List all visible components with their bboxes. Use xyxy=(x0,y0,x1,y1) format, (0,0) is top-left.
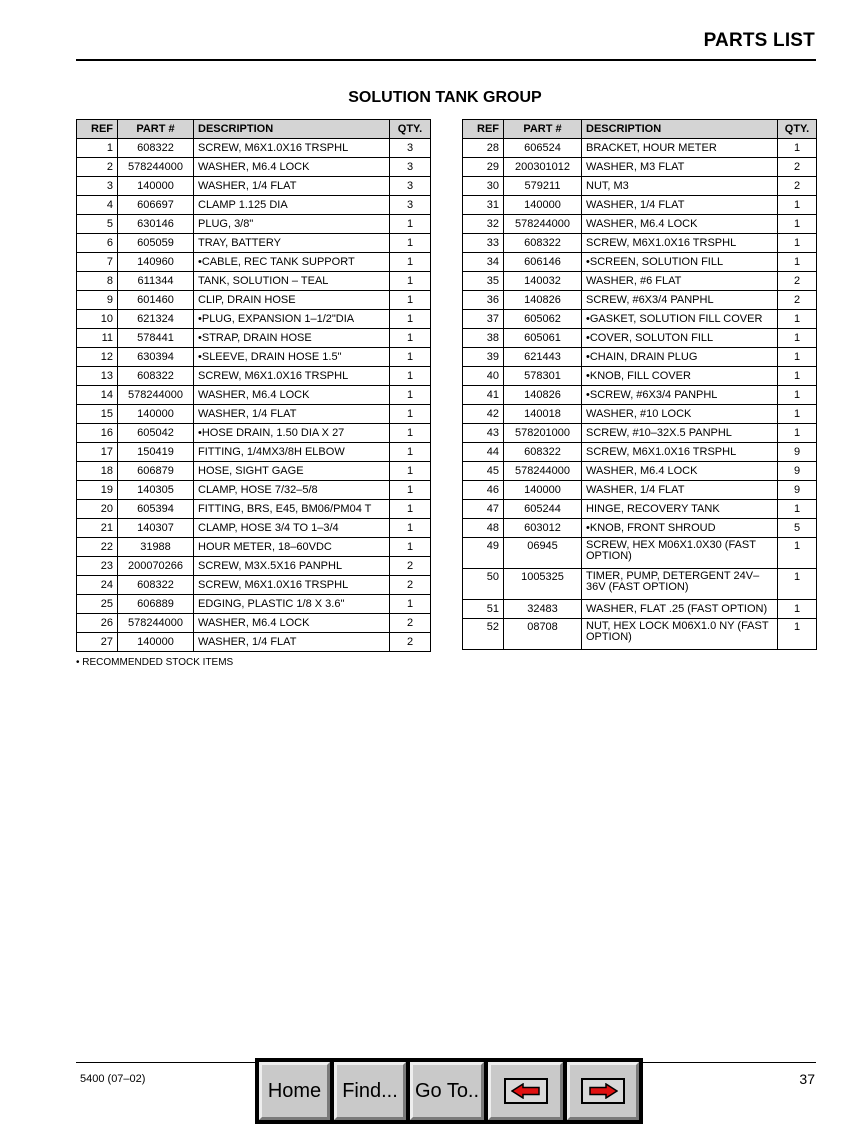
table-row xyxy=(463,569,817,600)
cell-description: •KNOB, FRONT SHROUD xyxy=(582,519,778,538)
cell-qty: 1 xyxy=(390,519,431,538)
cell-qty: 1 xyxy=(390,234,431,253)
cell-qty: 1 xyxy=(778,405,817,424)
cell-part-number: 621443 xyxy=(504,348,582,367)
cell-description: SCREW, M6X1.0X16 TRSPHL xyxy=(582,443,778,462)
table-row xyxy=(463,424,817,443)
table-row xyxy=(77,386,431,405)
table-row xyxy=(77,576,431,595)
cell-qty: 3 xyxy=(390,196,431,215)
cell-part-number: 1005325 xyxy=(504,569,582,600)
table-row xyxy=(463,481,817,500)
cell-ref: 26 xyxy=(77,614,118,633)
cell-ref: 14 xyxy=(77,386,118,405)
cell-ref: 15 xyxy=(77,405,118,424)
cell-qty: 1 xyxy=(390,481,431,500)
table-row xyxy=(463,291,817,310)
cell-qty: 1 xyxy=(778,310,817,329)
table-row xyxy=(77,310,431,329)
cell-ref: 41 xyxy=(463,386,504,405)
cell-part-number: 140826 xyxy=(504,291,582,310)
cell-description: WASHER, M3 FLAT xyxy=(582,158,778,177)
table-row xyxy=(77,481,431,500)
page-number: 37 xyxy=(799,1071,815,1087)
cell-qty: 2 xyxy=(778,177,817,196)
table-row xyxy=(463,348,817,367)
cell-part-number: 32483 xyxy=(504,600,582,619)
cell-part-number: 140000 xyxy=(118,405,194,424)
cell-description: FITTING, 1/4MX3/8H ELBOW xyxy=(194,443,390,462)
cell-ref: 4 xyxy=(77,196,118,215)
cell-qty: 9 xyxy=(778,443,817,462)
cell-part-number: 605061 xyxy=(504,329,582,348)
table-row xyxy=(77,348,431,367)
cell-ref: 34 xyxy=(463,253,504,272)
table-header-row xyxy=(463,120,817,139)
cell-description: •SCREW, #6X3/4 PANPHL xyxy=(582,386,778,405)
table-row xyxy=(77,633,431,652)
cell-ref: 18 xyxy=(77,462,118,481)
table-row xyxy=(463,158,817,177)
cell-description: PLUG, 3/8" xyxy=(194,215,390,234)
cell-part-number: 605062 xyxy=(504,310,582,329)
cell-ref: 8 xyxy=(77,272,118,291)
table-row xyxy=(463,234,817,253)
cell-qty: 1 xyxy=(778,329,817,348)
cell-qty: 3 xyxy=(390,177,431,196)
cell-description: SCREW, M6X1.0X16 TRSPHL xyxy=(194,367,390,386)
col-header-ref: REF xyxy=(77,120,118,139)
table-row xyxy=(463,253,817,272)
col-header-qty: QTY. xyxy=(390,120,431,139)
cell-part-number: 608322 xyxy=(118,367,194,386)
col-header-part: PART # xyxy=(504,120,582,139)
cell-part-number: 140000 xyxy=(504,481,582,500)
cell-qty: 2 xyxy=(778,158,817,177)
cell-part-number: 140000 xyxy=(118,633,194,652)
goto-button[interactable]: Go To.. xyxy=(410,1062,484,1120)
cell-description: •COVER, SOLUTON FILL xyxy=(582,329,778,348)
table-row xyxy=(77,291,431,310)
cell-part-number: 608322 xyxy=(118,139,194,158)
cell-ref: 1 xyxy=(77,139,118,158)
table-row xyxy=(77,538,431,557)
cell-description: •SLEEVE, DRAIN HOSE 1.5" xyxy=(194,348,390,367)
table-row xyxy=(77,272,431,291)
cell-part-number: 579211 xyxy=(504,177,582,196)
cell-description: CLAMP 1.125 DIA xyxy=(194,196,390,215)
table-row xyxy=(77,595,431,614)
cell-qty: 2 xyxy=(390,633,431,652)
cell-qty: 3 xyxy=(390,139,431,158)
cell-qty: 1 xyxy=(390,215,431,234)
cell-part-number: 630146 xyxy=(118,215,194,234)
doc-code: 5400 (07–02) xyxy=(80,1073,146,1085)
cell-ref: 6 xyxy=(77,234,118,253)
table-row xyxy=(77,215,431,234)
cell-description: SCREW, M3X.5X16 PANPHL xyxy=(194,557,390,576)
cell-ref: 35 xyxy=(463,272,504,291)
cell-qty: 1 xyxy=(390,462,431,481)
cell-ref: 36 xyxy=(463,291,504,310)
cell-description: •SCREEN, SOLUTION FILL xyxy=(582,253,778,272)
cell-part-number: 578201000 xyxy=(504,424,582,443)
col-header-part: PART # xyxy=(118,120,194,139)
cell-part-number: 621324 xyxy=(118,310,194,329)
previous-page-button[interactable] xyxy=(488,1062,563,1120)
cell-part-number: 140000 xyxy=(118,177,194,196)
cell-part-number: 140960 xyxy=(118,253,194,272)
cell-part-number: 578441 xyxy=(118,329,194,348)
cell-qty: 1 xyxy=(778,500,817,519)
table-row xyxy=(463,215,817,234)
cell-part-number: 603012 xyxy=(504,519,582,538)
cell-qty: 1 xyxy=(390,386,431,405)
cell-qty: 1 xyxy=(778,386,817,405)
cell-description: •STRAP, DRAIN HOSE xyxy=(194,329,390,348)
cell-part-number: 140307 xyxy=(118,519,194,538)
cell-part-number: 606524 xyxy=(504,139,582,158)
cell-part-number: 606697 xyxy=(118,196,194,215)
cell-ref: 37 xyxy=(463,310,504,329)
cell-qty: 9 xyxy=(778,481,817,500)
cell-part-number: 578244000 xyxy=(118,158,194,177)
cell-ref: 42 xyxy=(463,405,504,424)
right-arrow-icon xyxy=(581,1078,625,1104)
cell-description: SCREW, #6X3/4 PANPHL xyxy=(582,291,778,310)
table-row xyxy=(77,329,431,348)
table-row xyxy=(463,519,817,538)
parts-table-left-body xyxy=(77,139,431,652)
cell-description: •CABLE, REC TANK SUPPORT xyxy=(194,253,390,272)
col-header-description: DESCRIPTION xyxy=(582,120,778,139)
table-row xyxy=(463,367,817,386)
cell-description: •PLUG, EXPANSION 1–1/2"DIA xyxy=(194,310,390,329)
cell-description: FITTING, BRS, E45, BM06/PM04 T xyxy=(194,500,390,519)
parts-table-left xyxy=(76,119,431,652)
footnote: • RECOMMENDED STOCK ITEMS xyxy=(76,657,234,668)
cell-description: CLAMP, HOSE 7/32–5/8 xyxy=(194,481,390,500)
parts-table-right xyxy=(462,119,817,650)
cell-description: SCREW, M6X1.0X16 TRSPHL xyxy=(194,576,390,595)
cell-qty: 2 xyxy=(390,576,431,595)
cell-qty: 1 xyxy=(778,538,817,569)
cell-ref: 10 xyxy=(77,310,118,329)
cell-qty: 1 xyxy=(390,310,431,329)
cell-qty: 2 xyxy=(778,272,817,291)
right-arrow-glyph xyxy=(588,1083,618,1099)
cell-description: WASHER, 1/4 FLAT xyxy=(582,196,778,215)
cell-qty: 1 xyxy=(390,424,431,443)
cell-part-number: 611344 xyxy=(118,272,194,291)
cell-ref: 12 xyxy=(77,348,118,367)
cell-ref: 45 xyxy=(463,462,504,481)
cell-ref: 3 xyxy=(77,177,118,196)
table-row xyxy=(77,557,431,576)
cell-part-number: 608322 xyxy=(504,443,582,462)
table-row xyxy=(463,139,817,158)
cell-description: WASHER, M6.4 LOCK xyxy=(194,386,390,405)
cell-qty: 1 xyxy=(778,569,817,600)
table-row xyxy=(77,443,431,462)
cell-ref: 40 xyxy=(463,367,504,386)
cell-ref: 23 xyxy=(77,557,118,576)
cell-ref: 25 xyxy=(77,595,118,614)
table-row xyxy=(77,196,431,215)
table-row xyxy=(77,177,431,196)
table-row xyxy=(77,253,431,272)
cell-part-number: 608322 xyxy=(118,576,194,595)
cell-ref: 27 xyxy=(77,633,118,652)
col-header-ref: REF xyxy=(463,120,504,139)
cell-ref: 29 xyxy=(463,158,504,177)
table-row xyxy=(77,424,431,443)
cell-qty: 2 xyxy=(390,557,431,576)
table-row xyxy=(463,310,817,329)
cell-qty: 1 xyxy=(778,600,817,619)
cell-qty: 2 xyxy=(778,291,817,310)
cell-part-number: 08708 xyxy=(504,619,582,650)
table-row xyxy=(77,614,431,633)
table-row xyxy=(463,443,817,462)
cell-qty: 1 xyxy=(390,272,431,291)
table-row xyxy=(463,405,817,424)
cell-qty: 3 xyxy=(390,158,431,177)
cell-qty: 1 xyxy=(778,348,817,367)
cell-qty: 1 xyxy=(390,367,431,386)
cell-part-number: 578244000 xyxy=(504,215,582,234)
cell-description: WASHER, #10 LOCK xyxy=(582,405,778,424)
left-arrow-glyph xyxy=(511,1083,541,1099)
cell-description: •KNOB, FILL COVER xyxy=(582,367,778,386)
table-row xyxy=(77,234,431,253)
cell-ref: 50 xyxy=(463,569,504,600)
cell-ref: 17 xyxy=(77,443,118,462)
cell-ref: 24 xyxy=(77,576,118,595)
cell-description: CLIP, DRAIN HOSE xyxy=(194,291,390,310)
table-row xyxy=(77,139,431,158)
cell-description: NUT, HEX LOCK M06X1.0 NY (FAST OPTION) xyxy=(582,619,778,650)
cell-description: WASHER, FLAT .25 (FAST OPTION) xyxy=(582,600,778,619)
table-row xyxy=(463,386,817,405)
cell-part-number: 578244000 xyxy=(504,462,582,481)
cell-ref: 22 xyxy=(77,538,118,557)
cell-description: WASHER, M6.4 LOCK xyxy=(194,614,390,633)
cell-qty: 1 xyxy=(390,595,431,614)
cell-description: SCREW, HEX M06X1.0X30 (FAST OPTION) xyxy=(582,538,778,569)
cell-part-number: 605059 xyxy=(118,234,194,253)
cell-description: SCREW, #10–32X.5 PANPHL xyxy=(582,424,778,443)
cell-qty: 2 xyxy=(390,614,431,633)
cell-description: WASHER, #6 FLAT xyxy=(582,272,778,291)
table-row xyxy=(463,538,817,569)
cell-part-number: 605244 xyxy=(504,500,582,519)
cell-qty: 1 xyxy=(390,291,431,310)
cell-ref: 20 xyxy=(77,500,118,519)
cell-ref: 19 xyxy=(77,481,118,500)
cell-ref: 43 xyxy=(463,424,504,443)
cell-description: SCREW, M6X1.0X16 TRSPHL xyxy=(194,139,390,158)
parts-table-right-body xyxy=(463,139,817,650)
cell-ref: 16 xyxy=(77,424,118,443)
table-row xyxy=(463,329,817,348)
navigation-bar xyxy=(255,1058,643,1124)
cell-qty: 1 xyxy=(778,139,817,158)
cell-qty: 1 xyxy=(390,253,431,272)
cell-description: NUT, M3 xyxy=(582,177,778,196)
cell-qty: 1 xyxy=(778,234,817,253)
cell-description: EDGING, PLASTIC 1/8 X 3.6" xyxy=(194,595,390,614)
cell-qty: 1 xyxy=(390,329,431,348)
cell-ref: 47 xyxy=(463,500,504,519)
cell-description: •HOSE DRAIN, 1.50 DIA X 27 xyxy=(194,424,390,443)
cell-part-number: 605042 xyxy=(118,424,194,443)
left-arrow-icon xyxy=(504,1078,548,1104)
cell-part-number: 630394 xyxy=(118,348,194,367)
cell-part-number: 140826 xyxy=(504,386,582,405)
header-rule xyxy=(76,59,816,61)
cell-description: TRAY, BATTERY xyxy=(194,234,390,253)
cell-part-number: 140018 xyxy=(504,405,582,424)
cell-description: TIMER, PUMP, DETERGENT 24V–36V (FAST OPTION) xyxy=(582,569,778,600)
cell-description: WASHER, M6.4 LOCK xyxy=(582,215,778,234)
cell-qty: 1 xyxy=(390,500,431,519)
cell-qty: 1 xyxy=(778,424,817,443)
cell-description: TANK, SOLUTION – TEAL xyxy=(194,272,390,291)
page-title: PARTS LIST xyxy=(703,30,815,51)
cell-part-number: 578301 xyxy=(504,367,582,386)
cell-part-number: 606879 xyxy=(118,462,194,481)
cell-description: WASHER, 1/4 FLAT xyxy=(582,481,778,500)
table-header-row xyxy=(77,120,431,139)
cell-ref: 32 xyxy=(463,215,504,234)
cell-ref: 28 xyxy=(463,139,504,158)
cell-ref: 31 xyxy=(463,196,504,215)
cell-part-number: 606146 xyxy=(504,253,582,272)
cell-description: •CHAIN, DRAIN PLUG xyxy=(582,348,778,367)
cell-qty: 1 xyxy=(778,253,817,272)
cell-part-number: 605394 xyxy=(118,500,194,519)
cell-ref: 5 xyxy=(77,215,118,234)
cell-part-number: 140032 xyxy=(504,272,582,291)
cell-qty: 1 xyxy=(778,215,817,234)
cell-qty: 1 xyxy=(778,619,817,650)
cell-qty: 1 xyxy=(390,405,431,424)
cell-description: WASHER, M6.4 LOCK xyxy=(582,462,778,481)
cell-description: •GASKET, SOLUTION FILL COVER xyxy=(582,310,778,329)
cell-description: WASHER, M6.4 LOCK xyxy=(194,158,390,177)
cell-ref: 30 xyxy=(463,177,504,196)
col-header-description: DESCRIPTION xyxy=(194,120,390,139)
cell-qty: 5 xyxy=(778,519,817,538)
table-row xyxy=(77,405,431,424)
find-button[interactable]: Find... xyxy=(334,1062,406,1120)
cell-qty: 9 xyxy=(778,462,817,481)
cell-ref: 46 xyxy=(463,481,504,500)
cell-ref: 9 xyxy=(77,291,118,310)
cell-ref: 7 xyxy=(77,253,118,272)
table-row xyxy=(77,500,431,519)
table-row xyxy=(77,462,431,481)
table-row xyxy=(463,619,817,650)
cell-part-number: 608322 xyxy=(504,234,582,253)
cell-qty: 1 xyxy=(390,348,431,367)
cell-description: HINGE, RECOVERY TANK xyxy=(582,500,778,519)
cell-ref: 11 xyxy=(77,329,118,348)
cell-description: WASHER, 1/4 FLAT xyxy=(194,177,390,196)
cell-ref: 52 xyxy=(463,619,504,650)
cell-part-number: 200070266 xyxy=(118,557,194,576)
table-row xyxy=(77,158,431,177)
cell-description: HOSE, SIGHT GAGE xyxy=(194,462,390,481)
table-row xyxy=(463,500,817,519)
cell-ref: 2 xyxy=(77,158,118,177)
cell-description: SCREW, M6X1.0X16 TRSPHL xyxy=(582,234,778,253)
cell-part-number: 606889 xyxy=(118,595,194,614)
cell-description: CLAMP, HOSE 3/4 TO 1–3/4 xyxy=(194,519,390,538)
cell-ref: 48 xyxy=(463,519,504,538)
cell-part-number: 578244000 xyxy=(118,614,194,633)
cell-part-number: 200301012 xyxy=(504,158,582,177)
cell-part-number: 140305 xyxy=(118,481,194,500)
cell-ref: 21 xyxy=(77,519,118,538)
cell-part-number: 578244000 xyxy=(118,386,194,405)
cell-qty: 1 xyxy=(778,367,817,386)
cell-part-number: 140000 xyxy=(504,196,582,215)
cell-description: WASHER, 1/4 FLAT xyxy=(194,405,390,424)
cell-description: BRACKET, HOUR METER xyxy=(582,139,778,158)
home-button[interactable]: Home xyxy=(259,1062,330,1120)
cell-description: WASHER, 1/4 FLAT xyxy=(194,633,390,652)
table-row xyxy=(463,272,817,291)
cell-ref: 44 xyxy=(463,443,504,462)
cell-qty: 1 xyxy=(778,196,817,215)
table-row xyxy=(463,177,817,196)
cell-qty: 1 xyxy=(390,443,431,462)
cell-part-number: 601460 xyxy=(118,291,194,310)
cell-ref: 38 xyxy=(463,329,504,348)
table-row xyxy=(77,519,431,538)
cell-ref: 49 xyxy=(463,538,504,569)
table-row xyxy=(463,196,817,215)
table-row xyxy=(77,367,431,386)
next-page-button[interactable] xyxy=(567,1062,639,1120)
cell-ref: 39 xyxy=(463,348,504,367)
table-row xyxy=(463,462,817,481)
cell-part-number: 31988 xyxy=(118,538,194,557)
section-title: SOLUTION TANK GROUP xyxy=(348,89,542,106)
cell-ref: 13 xyxy=(77,367,118,386)
table-row xyxy=(463,600,817,619)
cell-description: HOUR METER, 18–60VDC xyxy=(194,538,390,557)
col-header-qty: QTY. xyxy=(778,120,817,139)
cell-ref: 33 xyxy=(463,234,504,253)
cell-part-number: 06945 xyxy=(504,538,582,569)
cell-qty: 1 xyxy=(390,538,431,557)
cell-ref: 51 xyxy=(463,600,504,619)
cell-part-number: 150419 xyxy=(118,443,194,462)
